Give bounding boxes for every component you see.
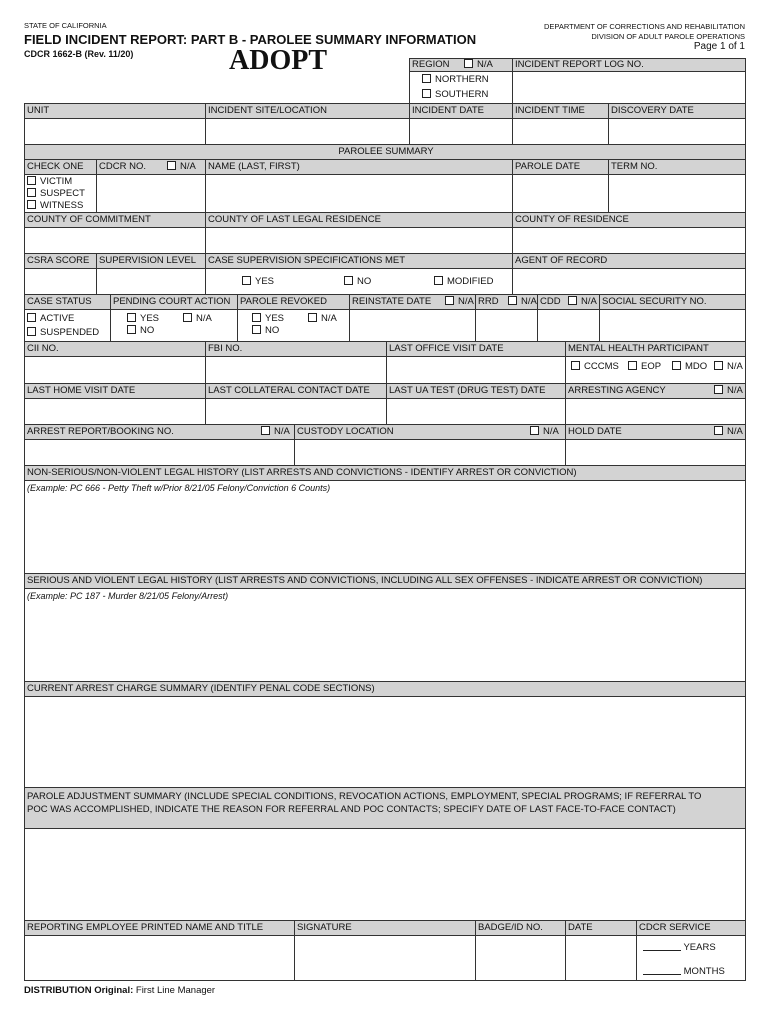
arrest-na-checkbox[interactable]: N/A (259, 426, 290, 438)
parole-date-field[interactable] (512, 174, 609, 213)
region-header (409, 58, 513, 72)
last-ua-test-field[interactable] (386, 398, 566, 425)
arrest-report-header: ARREST REPORT/BOOKING NO. N/A (24, 424, 295, 440)
custody-na-checkbox[interactable]: N/A (528, 426, 559, 438)
checkbox-icon (27, 176, 36, 185)
form-title: FIELD INCIDENT REPORT: PART B - PAROLEE SUMMARY INFORMATION (24, 32, 477, 47)
county-legal-residence-field[interactable] (205, 227, 513, 254)
region-southern[interactable]: SOUTHERN (420, 89, 488, 101)
site-header: INCIDENT SITE/LOCATION (205, 103, 410, 119)
csra-score-field[interactable] (24, 268, 97, 295)
checkbox-icon (530, 426, 539, 435)
checkbox-icon (568, 296, 577, 305)
case-specs-header: CASE SUPERVISION SPECIFICATIONS MET (205, 253, 513, 269)
ssn-header: SOCIAL SECURITY NO. (599, 294, 746, 310)
serious-history-header: SERIOUS AND VIOLENT LEGAL HISTORY (LIST ARRESTS AND CONVICTIONS, INCLUDING ALL SEX OFFENSES - INDICATE ARREST OR CONVICTION) (24, 573, 746, 589)
cdd-na-checkbox[interactable]: N/A (566, 296, 597, 308)
mental-health-header: MENTAL HEALTH PARTICIPANT (565, 341, 746, 357)
last-collateral-field[interactable] (205, 398, 387, 425)
checkbox-icon (422, 89, 431, 98)
cccms-checkbox[interactable]: CCCMS (569, 361, 619, 373)
site-field[interactable] (205, 118, 410, 145)
checkbox-icon (714, 426, 723, 435)
cdcr-service-header: CDCR SERVICE (636, 920, 746, 936)
nonserious-example: (Example: PC 666 - Petty Theft w/Prior 8/21/05 Felony/Conviction 6 Counts) (27, 483, 331, 493)
serious-history-field[interactable] (24, 588, 746, 682)
cdcr-na-checkbox[interactable]: N/A (165, 161, 196, 173)
arresting-agency-field[interactable] (565, 398, 746, 425)
agent-of-record-header: AGENT OF RECORD (512, 253, 746, 269)
parole-revoked-options (237, 309, 350, 342)
pending-yes-checkbox[interactable]: YES (125, 313, 159, 325)
incident-date-field[interactable] (409, 118, 513, 145)
serious-example: (Example: PC 187 - Murder 8/21/05 Felony/Arrest) (27, 591, 229, 601)
reinstate-date-field[interactable] (349, 309, 476, 342)
employee-name-field[interactable] (24, 935, 295, 981)
checkbox-icon (252, 313, 261, 322)
signature-header: SIGNATURE (294, 920, 476, 936)
checkbox-icon (628, 361, 637, 370)
csra-score-header: CSRA SCORE (24, 253, 97, 269)
form-number: CDCR 1662-B (Rev. 11/20) (24, 49, 134, 59)
county-residence-header: COUNTY OF RESIDENCE (512, 212, 746, 228)
date-field[interactable] (565, 935, 637, 981)
adopt-watermark: ADOPT (229, 45, 327, 76)
cii-no-header: CII NO. (24, 341, 206, 357)
nonserious-history-field[interactable] (24, 480, 746, 574)
rrd-header: RRD N/A (475, 294, 538, 310)
pending-no-checkbox[interactable]: NO (125, 325, 154, 337)
adjustment-summary-field[interactable] (24, 828, 746, 921)
checkbox-icon (714, 385, 723, 394)
nonserious-history-header: NON-SERIOUS/NON-VIOLENT LEGAL HISTORY (LIST ARRESTS AND CONVICTIONS - IDENTIFY ARREST OR CONVICTION) (24, 465, 746, 481)
mental-health-options (565, 356, 746, 384)
checkbox-icon (714, 361, 723, 370)
reinstate-date-header: REINSTATE DATE N/A (349, 294, 476, 310)
mh-na-checkbox[interactable]: N/A (712, 361, 743, 373)
badge-header: BADGE/ID NO. (475, 920, 566, 936)
county-residence-field[interactable] (512, 227, 746, 254)
incident-time-header: INCIDENT TIME (512, 103, 609, 119)
discovery-date-field[interactable] (608, 118, 746, 145)
agent-of-record-field[interactable] (512, 268, 746, 295)
last-ua-test-header: LAST UA TEST (DRUG TEST) DATE (386, 383, 566, 399)
specs-yes-checkbox[interactable]: YES (240, 276, 274, 288)
parolee-summary-header: PAROLEE SUMMARY (24, 144, 746, 160)
case-specs-options (205, 268, 513, 295)
department-label: DEPARTMENT OF CORRECTIONS AND REHABILITATION (544, 22, 745, 31)
suspended-checkbox[interactable]: SUSPENDED (25, 327, 99, 339)
cdcr-no-header: CDCR NO. N/A (96, 159, 206, 175)
last-home-visit-header: LAST HOME VISIT DATE (24, 383, 206, 399)
region-northern[interactable]: NORTHERN (420, 74, 489, 86)
checkbox-icon (252, 325, 261, 334)
pending-na-checkbox[interactable]: N/A (181, 313, 212, 325)
reinstate-na-checkbox[interactable]: N/A (443, 296, 474, 308)
eop-checkbox[interactable]: EOP (626, 361, 661, 373)
current-charge-header: CURRENT ARREST CHARGE SUMMARY (IDENTIFY PENAL CODE SECTIONS) (24, 681, 746, 697)
last-office-visit-field[interactable] (386, 356, 566, 384)
hold-date-field[interactable] (565, 439, 746, 466)
arrest-report-field[interactable] (24, 439, 295, 466)
checkbox-icon (261, 426, 270, 435)
signature-field[interactable] (294, 935, 476, 981)
agency-na-checkbox[interactable]: N/A (712, 385, 743, 397)
checkbox-icon (434, 276, 443, 285)
last-collateral-header: LAST COLLATERAL CONTACT DATE (205, 383, 387, 399)
cdd-field[interactable] (537, 309, 600, 342)
county-legal-residence-header: COUNTY OF LAST LEGAL RESIDENCE (205, 212, 513, 228)
active-checkbox[interactable]: ACTIVE (25, 313, 74, 325)
last-home-visit-field[interactable] (24, 398, 206, 425)
region-na[interactable]: N/A (462, 59, 493, 71)
name-header: NAME (LAST, FIRST) (205, 159, 513, 175)
county-commitment-header: COUNTY OF COMMITMENT (24, 212, 206, 228)
mdo-checkbox[interactable]: MDO (670, 361, 707, 373)
last-office-visit-header: LAST OFFICE VISIT DATE (386, 341, 566, 357)
cdd-header: CDD N/A (537, 294, 600, 310)
revoked-yes-checkbox[interactable]: YES (250, 313, 284, 325)
term-no-header: TERM NO. (608, 159, 746, 175)
checkbox-icon (27, 313, 36, 322)
term-no-field[interactable] (608, 174, 746, 213)
adjustment-summary-header: PAROLE ADJUSTMENT SUMMARY (INCLUDE SPECIAL CONDITIONS, REVOCATION ACTIONS, EMPLOYMENT, SPECIAL PROGRAMS; IF REFERRAL TO POC WAS ACCOMPLISHED, INDICATE THE REASON FOR REFERRAL AND POC CONTACTS; SPECIFY DATE OF LAST FACE-TO-FACE CONTACT) (24, 787, 746, 829)
distribution-value: First Line Manager (135, 985, 216, 996)
months-field[interactable]: MONTHS (641, 964, 725, 978)
check-one-header: CHECK ONE (24, 159, 97, 175)
parole-revoked-header: PAROLE REVOKED (237, 294, 350, 310)
region-options (409, 71, 513, 104)
custody-location-field[interactable] (294, 439, 566, 466)
cdcr-no-field[interactable] (96, 174, 206, 213)
checkbox-icon (167, 161, 176, 170)
victim-checkbox[interactable]: VICTIM (25, 176, 72, 188)
arresting-agency-header: ARRESTING AGENCY N/A (565, 383, 746, 399)
checkbox-icon (27, 200, 36, 209)
distribution (24, 985, 215, 997)
ssn-field[interactable] (599, 309, 746, 342)
pending-court-options (110, 309, 238, 342)
parole-date-header: PAROLE DATE (512, 159, 609, 175)
county-commitment-field[interactable] (24, 227, 206, 254)
fbi-no-header: FBI NO. (205, 341, 387, 357)
cdcr-service-field (636, 935, 746, 981)
check-one-options (24, 174, 97, 213)
incident-log-header: INCIDENT REPORT LOG NO. (512, 58, 746, 72)
checkbox-icon (464, 59, 473, 68)
fbi-no-field[interactable] (205, 356, 387, 384)
rrd-na-checkbox[interactable]: N/A (506, 296, 537, 308)
division-label: DIVISION OF ADULT PAROLE OPERATIONS (591, 32, 745, 41)
checkbox-icon (242, 276, 251, 285)
discovery-date-header: DISCOVERY DATE (608, 103, 746, 119)
revoked-na-checkbox[interactable]: N/A (306, 313, 337, 325)
checkbox-icon (508, 296, 517, 305)
state-label: STATE OF CALIFORNIA (24, 21, 107, 30)
checkbox-icon (27, 327, 36, 336)
employee-name-header: REPORTING EMPLOYEE PRINTED NAME AND TITLE (24, 920, 295, 936)
page-number: Page 1 of 1 (693, 41, 745, 52)
incident-time-field[interactable] (512, 118, 609, 145)
name-field[interactable] (205, 174, 513, 213)
checkbox-icon (27, 188, 36, 197)
incident-date-header: INCIDENT DATE (409, 103, 513, 119)
suspect-checkbox[interactable]: SUSPECT (25, 188, 85, 200)
checkbox-icon (308, 313, 317, 322)
badge-field[interactable] (475, 935, 566, 981)
rrd-field[interactable] (475, 309, 538, 342)
revoked-no-checkbox[interactable]: NO (250, 325, 279, 337)
checkbox-icon (127, 313, 136, 322)
unit-field[interactable] (24, 118, 206, 145)
hold-date-header: HOLD DATE N/A (565, 424, 746, 440)
supervision-level-header: SUPERVISION LEVEL (96, 253, 206, 269)
hold-na-checkbox[interactable]: N/A (712, 426, 743, 438)
checkbox-icon (445, 296, 454, 305)
checkbox-icon (422, 74, 431, 83)
years-field[interactable]: YEARS (641, 940, 716, 954)
pending-court-header: PENDING COURT ACTION (110, 294, 238, 310)
supervision-level-field[interactable] (96, 268, 206, 295)
checkbox-icon (127, 325, 136, 334)
checkbox-icon (571, 361, 580, 370)
cii-no-field[interactable] (24, 356, 206, 384)
specs-no-checkbox[interactable]: NO (342, 276, 371, 288)
date-header: DATE (565, 920, 637, 936)
incident-log-field[interactable] (512, 71, 746, 104)
region-label: REGION (412, 59, 450, 70)
checkbox-icon (344, 276, 353, 285)
specs-modified-checkbox[interactable]: MODIFIED (432, 276, 493, 288)
witness-checkbox[interactable]: WITNESS (25, 200, 83, 212)
unit-header: UNIT (24, 103, 206, 119)
case-status-options (24, 309, 111, 342)
custody-location-header: CUSTODY LOCATION N/A (294, 424, 566, 440)
current-charge-field[interactable] (24, 696, 746, 788)
distribution-label: DISTRIBUTION Original: (24, 985, 134, 996)
checkbox-icon (183, 313, 192, 322)
case-status-header: CASE STATUS (24, 294, 111, 310)
checkbox-icon (672, 361, 681, 370)
